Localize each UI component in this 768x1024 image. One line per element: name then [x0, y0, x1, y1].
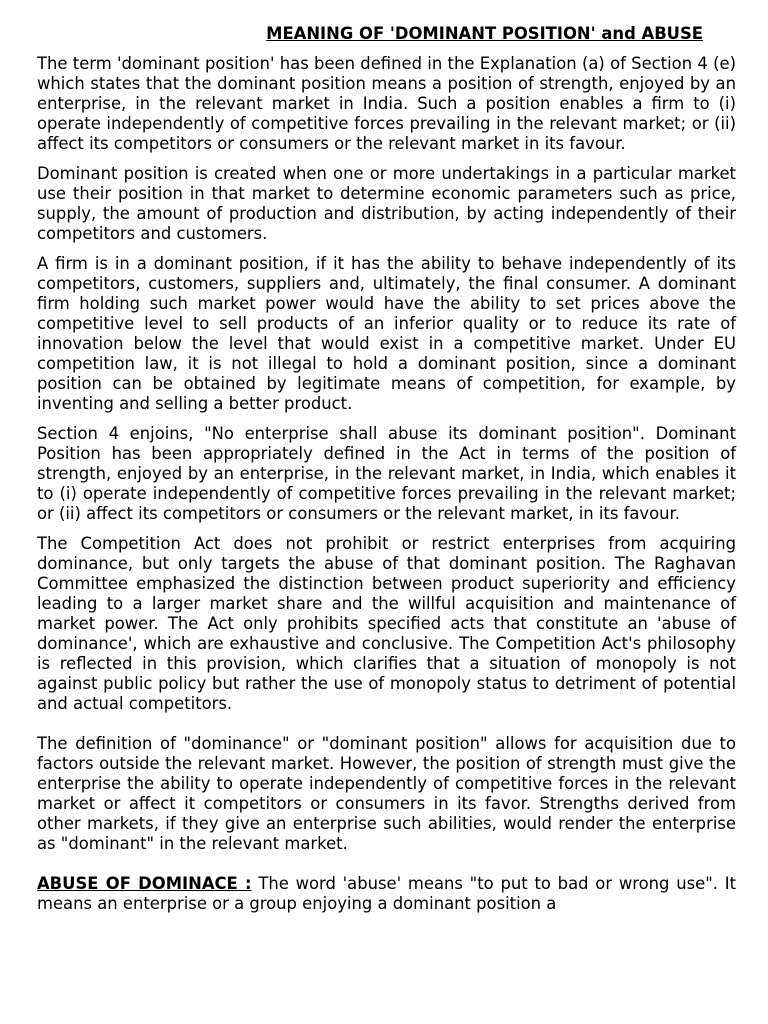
paragraph-creation: Dominant position is created when one or more undertakings in a particular market use their position in that market to determine economic parameters such as price, supply, the amount of production and distribution, by acting independently of their competitors and customers. [37, 164, 736, 243]
document-page [37, 24, 736, 924]
abuse-section-heading: ABUSE OF DOMINACE : [37, 874, 252, 893]
abuse-section-text: The word 'abuse' means "to put to bad or wrong use". It means an enterprise or a group enjoying a dominant position a [37, 874, 737, 913]
paragraph-competition-act: The Competition Act does not prohibit or restrict enterprises from acquiring dominance, but only targets the abuse of that dominant position. The Raghavan Committee emphasized the distinction between product superiority and efficiency leading to a larger market share and the willful acquisition and maintenance of market power. The Act only prohibits specified acts that constitute an 'abuse of dominance', which are exhaustive and conclusive. The Competition Act's philosophy is reflected in this provision, which clarifies that a situation of monopoly is not against public policy but rather the use of monopoly status to detriment of potential and actual competitors. [37, 534, 736, 713]
page-title: MEANING OF 'DOMINANT POSITION' and ABUSE [266, 24, 703, 43]
paragraph-definition-dominance: The definition of "dominance" or "dominant position" allows for acquisition due to factors outside the relevant market. However, the position of strength must give the enterprise the ability to operate independently of competitive forces in the relevant market or affect it competitors or consumers in its favor. Strengths derived from other markets, if they give an enterprise such abilities, would render the enterprise as "dominant" in the relevant market. [37, 734, 736, 853]
paragraph-section-4: Section 4 enjoins, "No enterprise shall abuse its dominant position". Dominant Position has been appropriately defined in the Act in terms of the position of strength, enjoyed by an enterprise, in the relevant market, in India, which enables it to (i) operate independently of competitive forces prevailing in the relevant market; or (ii) affect its competitors or consumers or the relevant market, in its favour. [37, 424, 736, 523]
paragraph-abuse-of-dominance [37, 874, 736, 914]
paragraph-firm-dominance: A firm is in a dominant position, if it has the ability to behave independently of its competitors, customers, suppliers and, ultimately, the final consumer. A dominant firm holding such market power would have the ability to set prices above the competitive level to sell products of an inferior quality or to reduce its rate of innovation below the level that would exist in a competitive market. Under EU competition law, it is not illegal to hold a dominant position, since a dominant position can be obtained by legitimate means of competition, for example, by inventing and selling a better product. [37, 254, 736, 413]
paragraph-definition: The term 'dominant position' has been defined in the Explanation (a) of Section 4 (e) which states that the dominant position means a position of strength, enjoyed by an enterprise, in the relevant market in India. Such a position enables a firm to (i) operate independently of competitive forces prevailing in the relevant market; or (ii) affect its competitors or consumers or the relevant market in its favour. [37, 54, 736, 153]
